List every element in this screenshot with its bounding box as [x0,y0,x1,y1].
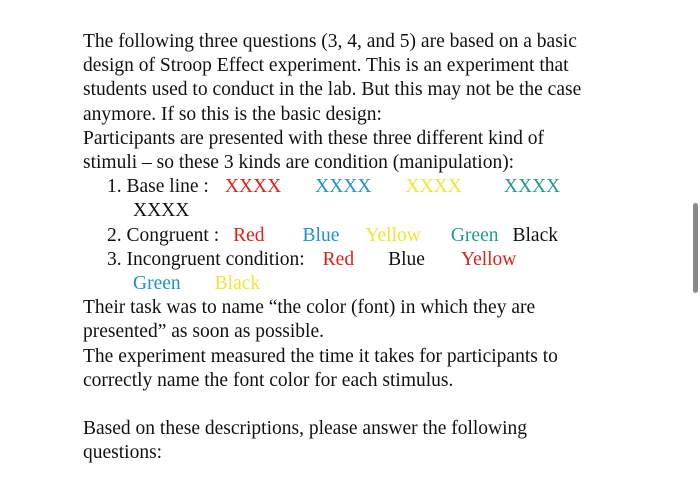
congruent-label: 2. Congruent : [107,224,220,246]
baseline-item-continued [83,199,643,223]
paragraph-line: correctly name the font color for each stimulus. [83,369,454,391]
stimulus-word: Red [322,248,355,270]
stimulus-word: Blue [302,224,340,246]
paragraph-line: presented” as soon as possible. [83,321,324,343]
incongruent-label: 3. Incongruent condition: [107,248,305,270]
paragraph-line: stimuli – so these 3 kinds are condition (manipulation): [83,152,515,174]
paragraph-line: Their task was to name “the color (font) in which they are [83,297,536,319]
paragraph-line: questions: [83,442,163,464]
paragraph-line: students used to conduct in the lab. But this may not be the case [83,79,582,101]
stimulus-word: Yellow [365,224,421,246]
stimulus-word: Green [133,273,181,295]
paragraph-line: The experiment measured the time it takes for participants to [83,345,558,367]
vertical-scrollbar[interactable] [693,203,698,293]
paragraph-line: The following three questions (3, 4, and 5) are based on a basic [83,31,577,52]
baseline-item [83,175,643,199]
stimulus-word: Blue [388,248,425,270]
stimulus-word: XXXX [503,176,561,198]
paragraph-line: Based on these descriptions, please answer the following [83,418,528,440]
paragraph-line: anymore. If so this is the basic design: [83,103,382,125]
stimulus-word: XXXX [405,176,462,198]
stimulus-word: Green [450,224,499,246]
paragraph-line: Participants are presented with these three different kind of [83,127,544,149]
baseline-label: 1. Base line : [107,176,209,198]
incongruent-item-continued [83,272,643,296]
stimulus-word: XXXX [315,176,372,198]
stimulus-word: XXXX [224,176,282,198]
incongruent-item [83,248,643,272]
paragraph-line: design of Stroop Effect experiment. This is an experiment that [83,55,569,77]
document-body [83,30,643,465]
stimulus-word: Black [512,224,558,246]
congruent-item [83,224,643,248]
paragraph-spacer [83,393,643,417]
stimulus-word: Red [233,224,265,246]
stimulus-word: Black [214,273,261,295]
stimulus-word: XXXX [133,200,190,222]
stimulus-word: Yellow [460,248,517,270]
